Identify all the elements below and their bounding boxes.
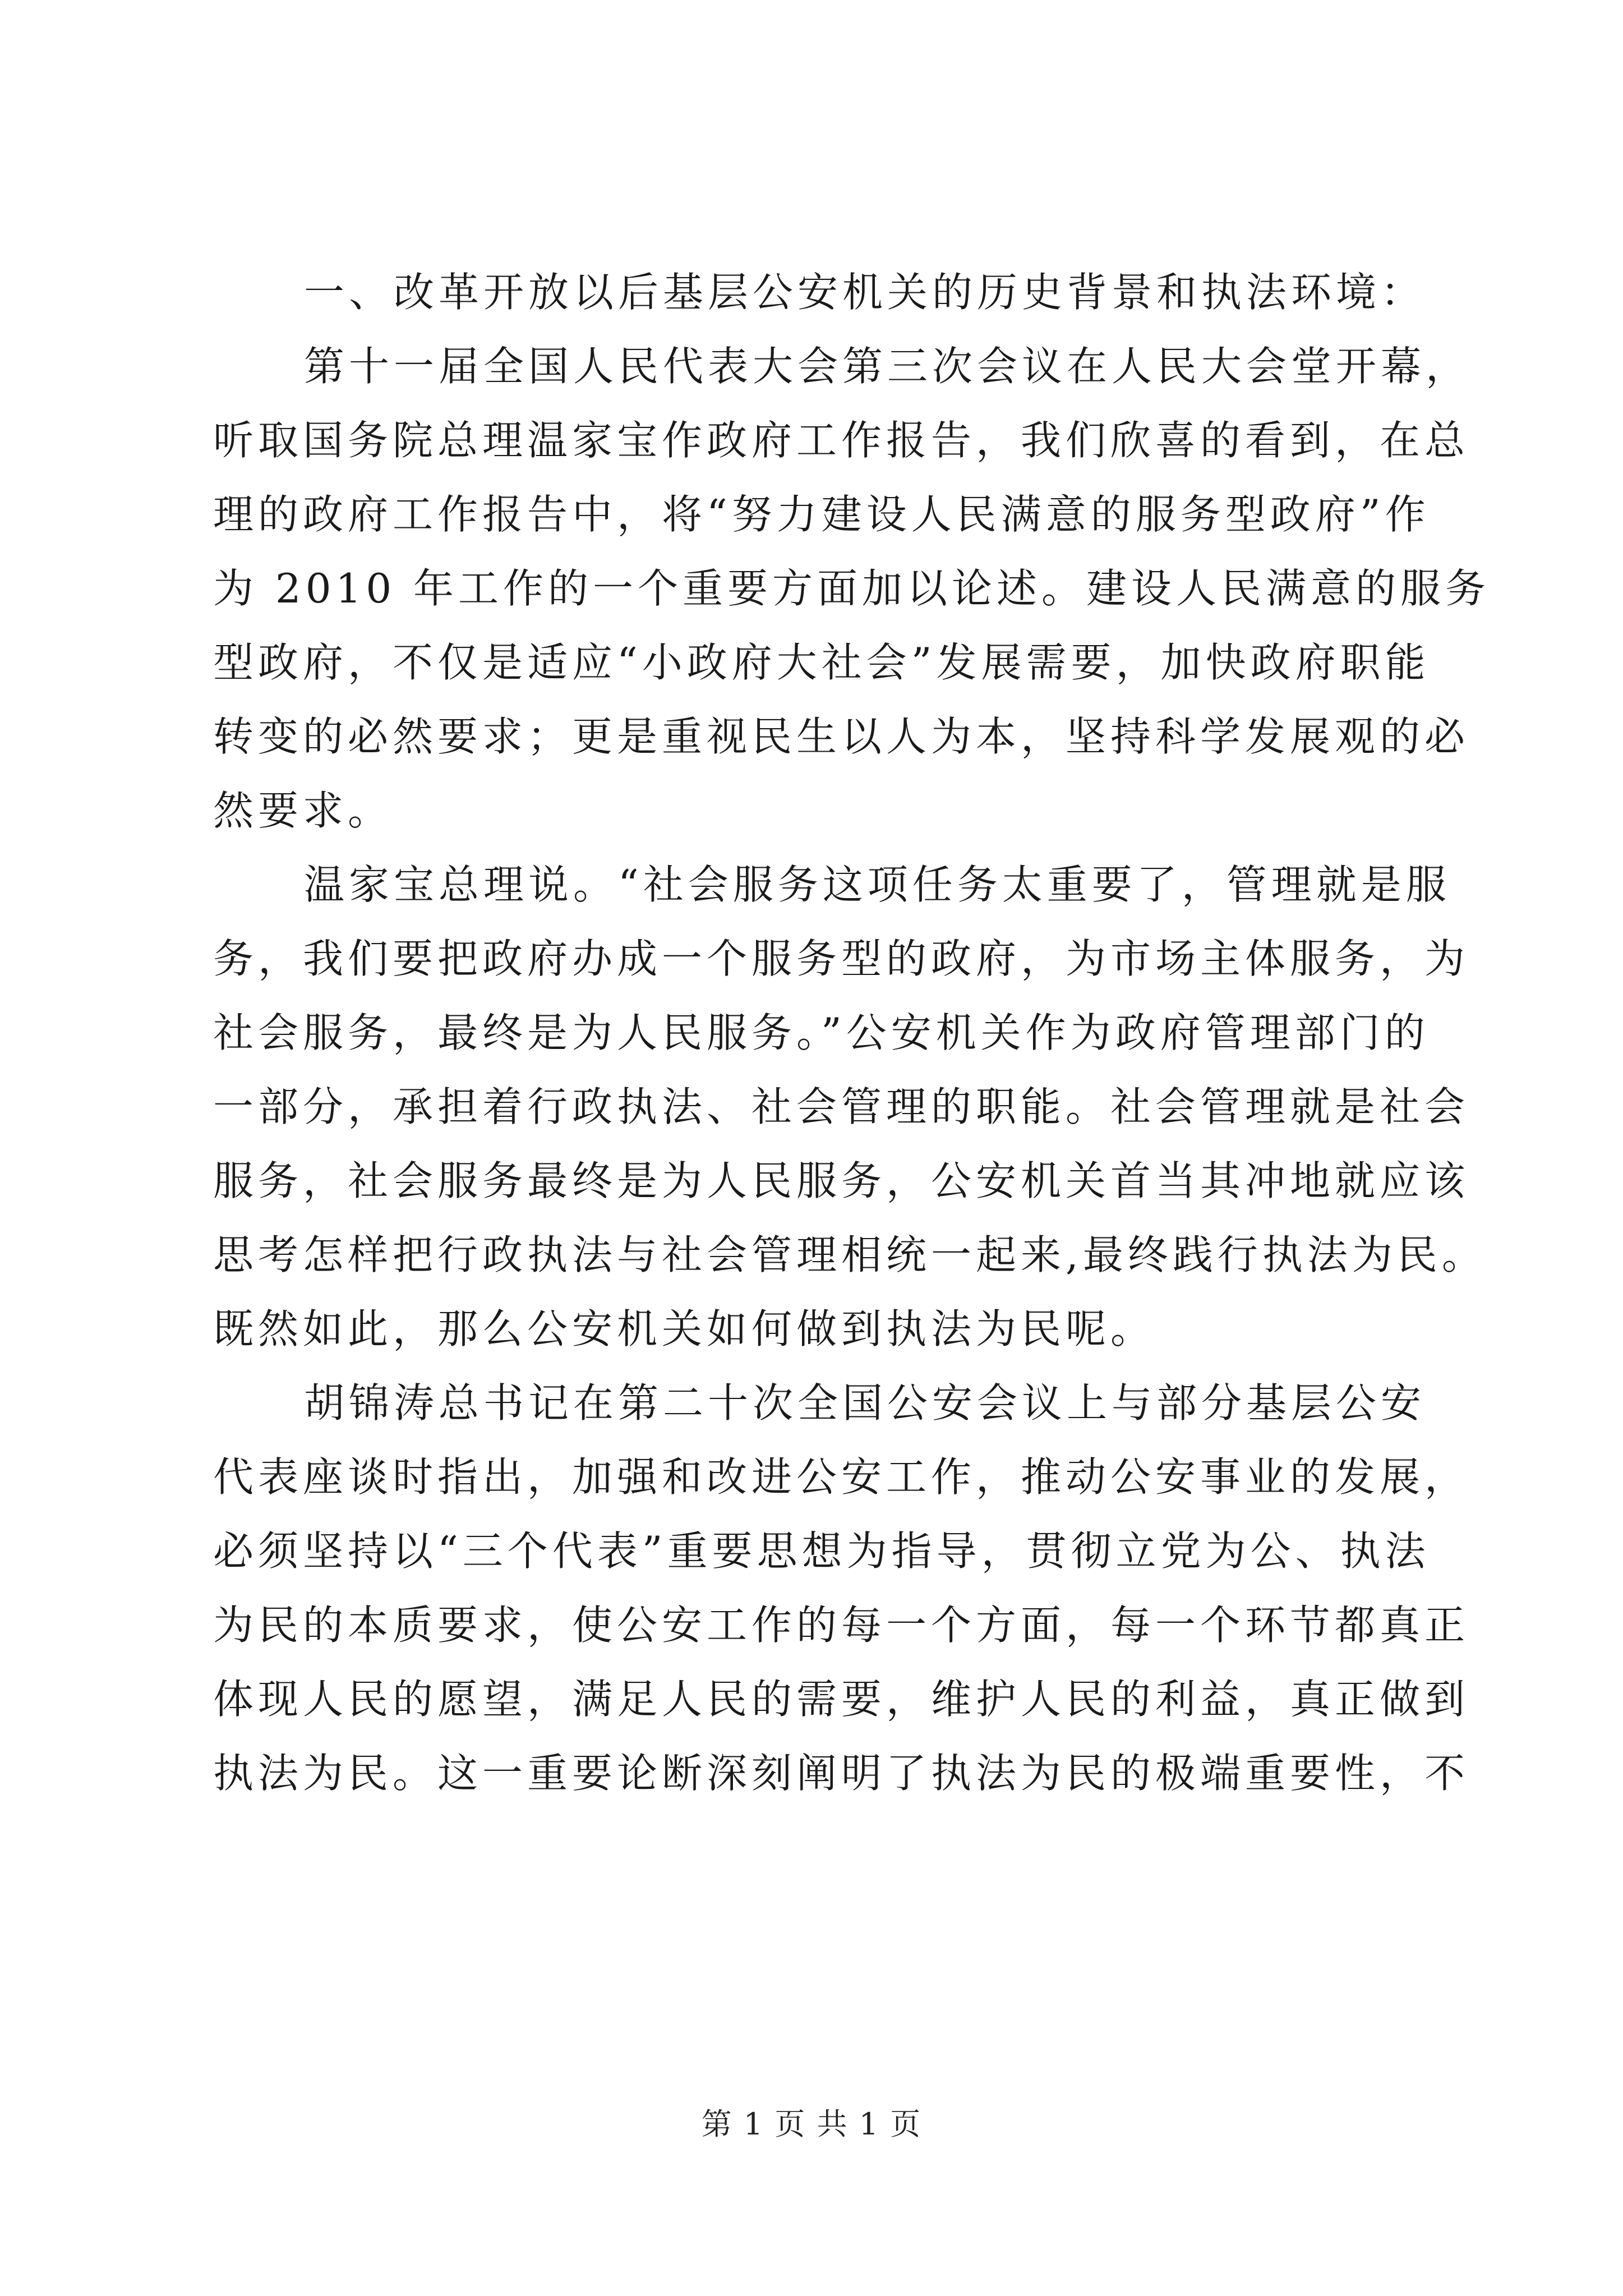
text-line: 代表座谈时指出，加强和改进公安工作，推动公安事业的发展， <box>213 1453 1470 1501</box>
text-line: 一部分，承担着行政执法、社会管理的职能。社会管理就是社会 <box>213 1083 1470 1130</box>
text-line: 必须坚持以“三个代表”重要思想为指导，贯彻立党为公、执法 <box>213 1527 1430 1575</box>
page-number-label: 第 1 页 共 1 页 <box>701 2106 922 2142</box>
document-body <box>213 255 1491 1810</box>
text-line: 务，我们要把政府办成一个服务型的政府，为市场主体服务，为 <box>213 935 1470 982</box>
text-line: 为民的本质要求，使公安工作的每一个方面，每一个环节都真正 <box>213 1602 1470 1649</box>
text-line: 体现人民的愿望，满足人民的需要，维护人民的利益，真正做到 <box>213 1676 1470 1723</box>
text-line: 温家宝总理说。“社会服务这项任务太重要了，管理就是服 <box>304 861 1451 908</box>
paragraph-1 <box>213 329 1491 848</box>
paragraph-3 <box>213 1366 1470 1810</box>
text-line: 理的政府工作报告中，将“努力建设人民满意的服务型政府”作 <box>213 491 1430 538</box>
text-line: 转变的必然要求；更是重视民生以人为本，坚持科学发展观的必 <box>213 713 1470 760</box>
text-line: 既然如此，那么公安机关如何做到执法为民呢。 <box>213 1305 1156 1352</box>
text-line: 社会服务，最终是为人民服务。”公安机关作为政府管理部门的 <box>213 1009 1430 1056</box>
text-line: 胡锦涛总书记在第二十次全国公安会议上与部分基层公安 <box>304 1379 1426 1427</box>
text-line: 型政府，不仅是适应“小政府大社会”发展需要，加快政府职能 <box>213 639 1430 686</box>
text-line: 然要求。 <box>213 787 393 834</box>
paragraph-2 <box>213 848 1487 1366</box>
paragraph-heading <box>213 255 1424 329</box>
text-line: 第十一届全国人民代表大会第三次会议在人民大会堂开幕， <box>304 343 1471 390</box>
page-footer <box>0 2105 1623 2144</box>
text-line: 思考怎样把行政执法与社会管理相统一起来,最终践行执法为民。 <box>213 1231 1487 1278</box>
text-line: 一、改革开放以后基层公安机关的历史背景和执法环境： <box>304 269 1426 316</box>
text-line: 服务，社会服务最终是为人民服务，公安机关首当其冲地就应该 <box>213 1157 1470 1204</box>
text-line: 执法为民。这一重要论断深刻阐明了执法为民的极端重要性，不 <box>213 1750 1470 1797</box>
text-line: 听取国务院总理温家宝作政府工作报告，我们欣喜的看到，在总 <box>213 417 1470 464</box>
text-line: 为 2010 年工作的一个重要方面加以论述。建设人民满意的服务 <box>213 565 1491 612</box>
